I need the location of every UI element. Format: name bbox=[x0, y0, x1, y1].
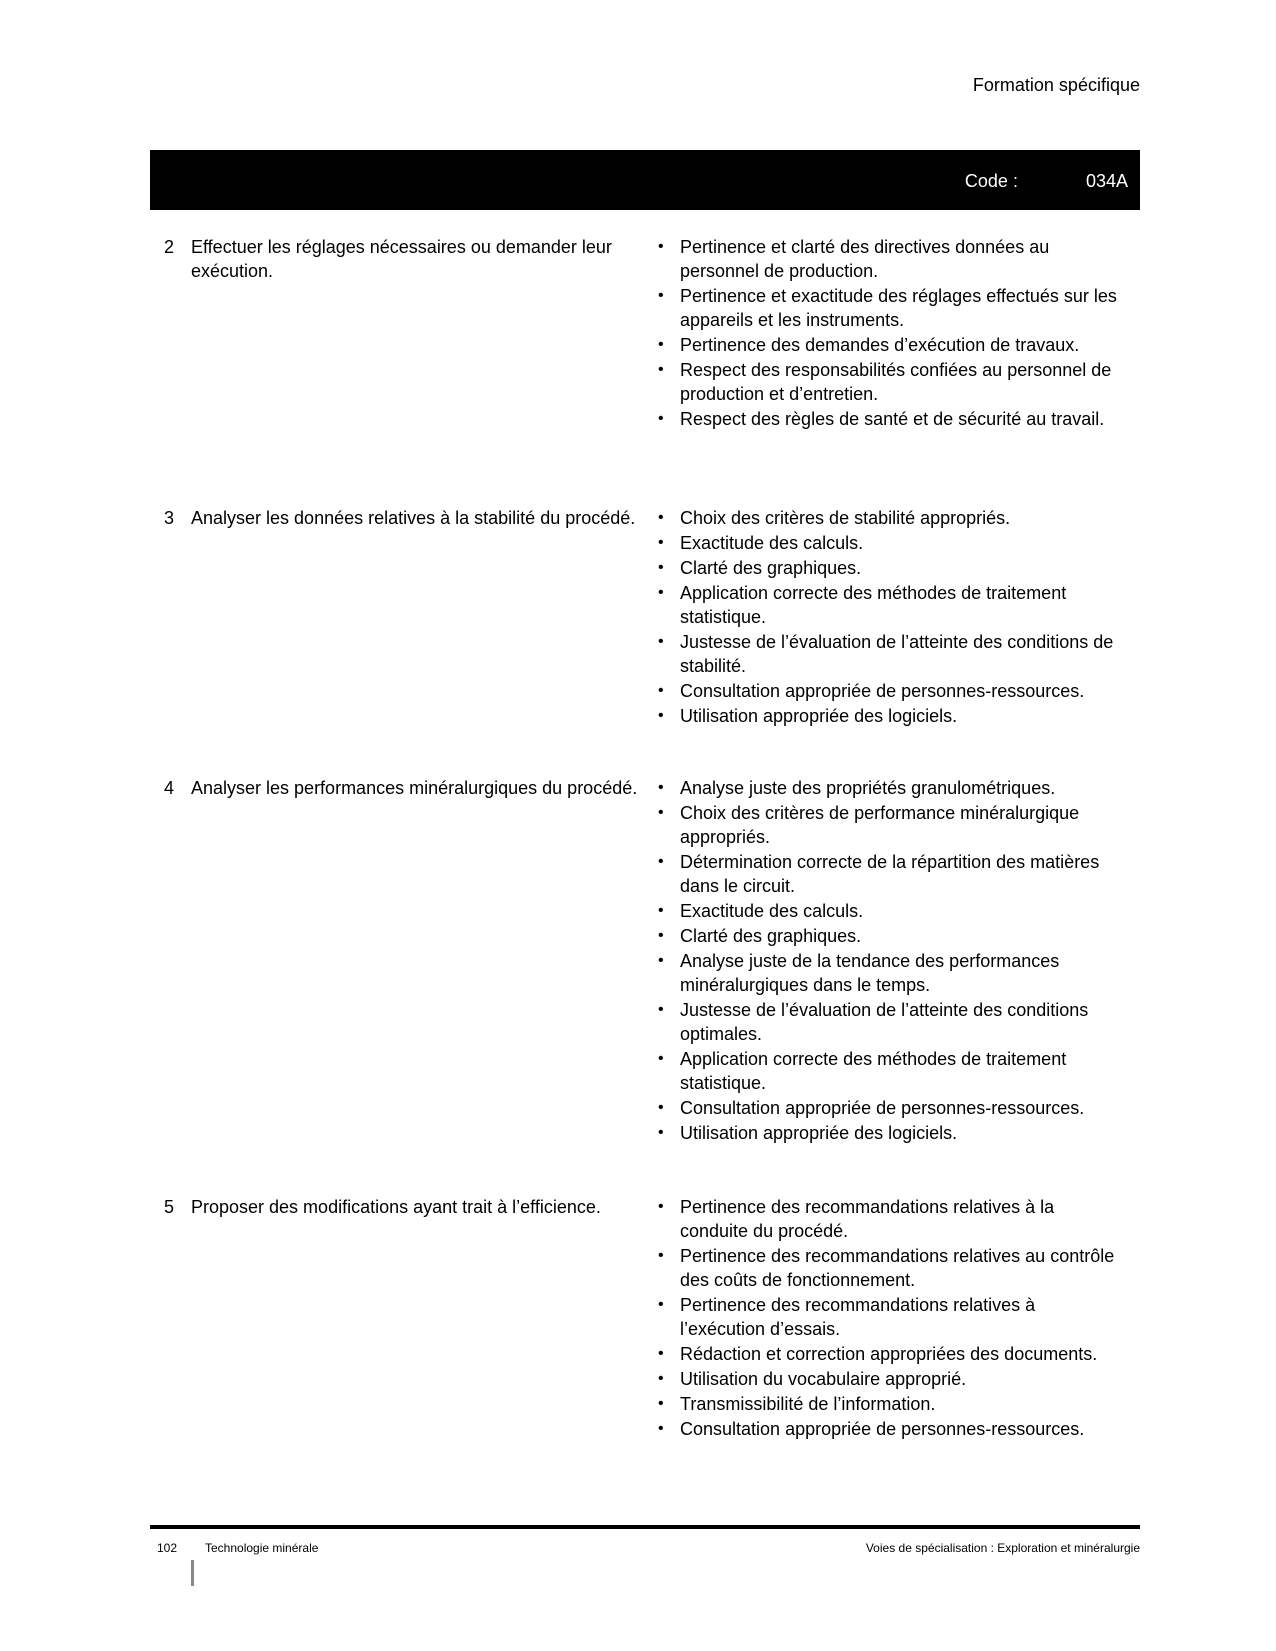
element-text: Analyser les données relatives à la stabilité du procédé. bbox=[191, 508, 636, 528]
margin-change-bar bbox=[191, 1560, 194, 1586]
element-text: Analyser les performances minéralurgiques du procédé. bbox=[191, 778, 638, 798]
bullet-icon: • bbox=[658, 1001, 664, 1018]
list-item: • Clarté des graphiques. bbox=[658, 558, 862, 578]
footer-rule bbox=[150, 1525, 1140, 1529]
bullet-icon: • bbox=[658, 559, 664, 576]
list-item: • Justesse de l’évaluation de l’atteinte des conditions optimales. bbox=[658, 1000, 1089, 1044]
list-item: • Analyse juste des propriétés granulométriques. bbox=[658, 778, 1056, 798]
code-label-group bbox=[965, 170, 1128, 192]
list-item: • Pertinence des recommandations relatives à l’exécution d’essais. bbox=[658, 1295, 1036, 1339]
bullet-icon: • bbox=[658, 902, 664, 919]
bullet-icon: • bbox=[658, 410, 664, 427]
list-item: • Choix des critères de stabilité appropriés. bbox=[658, 508, 1011, 528]
bullet-icon: • bbox=[658, 1296, 664, 1313]
list-item: • Respect des responsabilités confiées au personnel de production et d’entretien. bbox=[658, 360, 1112, 404]
bullet-icon: • bbox=[658, 287, 664, 304]
list-item: • Utilisation du vocabulaire approprié. bbox=[658, 1369, 967, 1389]
bullet-icon: • bbox=[658, 1395, 664, 1412]
list-item: • Pertinence des recommandations relatives à la conduite du procédé. bbox=[658, 1197, 1055, 1241]
list-item: • Consultation appropriée de personnes-ressources. bbox=[658, 1098, 1085, 1118]
header-bar bbox=[150, 150, 1140, 210]
page-number: 102 bbox=[157, 1541, 178, 1555]
element-text: Effectuer les réglages nécessaires ou demander leur exécution. bbox=[191, 237, 612, 281]
element-text: Proposer des modifications ayant trait à l’efficience. bbox=[191, 1197, 601, 1217]
list-item: • Clarté des graphiques. bbox=[658, 926, 862, 946]
criteria-list-5 bbox=[658, 1195, 1124, 1442]
list-item: • Transmissibilité de l’information. bbox=[658, 1394, 936, 1414]
element-4 bbox=[164, 776, 659, 800]
element-number: 2 bbox=[164, 237, 175, 257]
list-item: • Détermination correcte de la répartition des matières dans le circuit. bbox=[658, 852, 1100, 896]
list-item: • Pertinence et clarté des directives données au personnel de production. bbox=[658, 237, 1050, 281]
bullet-icon: • bbox=[658, 1247, 664, 1264]
code-value: 034A bbox=[1085, 171, 1128, 191]
bullet-icon: • bbox=[658, 1370, 664, 1387]
element-5 bbox=[164, 1195, 659, 1219]
bullet-icon: • bbox=[658, 1050, 664, 1067]
list-item: • Respect des règles de santé et de sécurité au travail. bbox=[658, 409, 1105, 429]
footer bbox=[155, 1540, 1140, 1556]
footer-program-title: Technologie minérale bbox=[205, 1541, 319, 1555]
bullet-icon: • bbox=[658, 804, 664, 821]
list-item: • Utilisation appropriée des logiciels. bbox=[658, 706, 958, 726]
element-2 bbox=[164, 235, 659, 283]
bullet-icon: • bbox=[658, 534, 664, 551]
bullet-icon: • bbox=[658, 707, 664, 724]
list-item: • Pertinence des recommandations relatives au contrôle des coûts de fonctionnement. bbox=[658, 1246, 1115, 1290]
bullet-icon: • bbox=[658, 1198, 664, 1215]
bullet-icon: • bbox=[658, 238, 664, 255]
bullet-icon: • bbox=[658, 584, 664, 601]
list-item: • Pertinence et exactitude des réglages effectués sur les appareils et les instruments. bbox=[658, 286, 1117, 330]
bullet-icon: • bbox=[658, 509, 664, 526]
list-item: • Utilisation appropriée des logiciels. bbox=[658, 1123, 958, 1143]
bullet-icon: • bbox=[658, 1420, 664, 1437]
list-item: • Choix des critères de performance minéralurgique appropriés. bbox=[658, 803, 1080, 847]
bullet-icon: • bbox=[658, 853, 664, 870]
bullet-icon: • bbox=[658, 361, 664, 378]
bullet-icon: • bbox=[658, 779, 664, 796]
bullet-icon: • bbox=[658, 952, 664, 969]
criteria-list-2 bbox=[658, 235, 1124, 432]
bullet-icon: • bbox=[658, 1124, 664, 1141]
list-item: • Application correcte des méthodes de traitement statistique. bbox=[658, 1049, 1067, 1093]
list-item: • Rédaction et correction appropriées des documents. bbox=[658, 1344, 1098, 1364]
bullet-icon: • bbox=[658, 336, 664, 353]
element-number: 3 bbox=[164, 508, 175, 528]
list-item: • Consultation appropriée de personnes-ressources. bbox=[658, 681, 1085, 701]
list-item: • Exactitude des calculs. bbox=[658, 533, 864, 553]
element-number: 5 bbox=[164, 1197, 175, 1217]
list-item: • Application correcte des méthodes de traitement statistique. bbox=[658, 583, 1067, 627]
bullet-icon: • bbox=[658, 1099, 664, 1116]
code-label: Code : bbox=[964, 171, 1018, 191]
section-title: Formation spécifique bbox=[972, 75, 1140, 95]
bullet-icon: • bbox=[658, 927, 664, 944]
criteria-list-4 bbox=[658, 776, 1124, 1146]
list-item: • Analyse juste de la tendance des performances minéralurgiques dans le temps. bbox=[658, 951, 1060, 995]
list-item: • Exactitude des calculs. bbox=[658, 901, 864, 921]
list-item: • Justesse de l’évaluation de l’atteinte des conditions de stabilité. bbox=[658, 632, 1114, 676]
element-number: 4 bbox=[164, 778, 175, 798]
bullet-icon: • bbox=[658, 682, 664, 699]
bullet-icon: • bbox=[658, 633, 664, 650]
criteria-list-3 bbox=[658, 506, 1124, 729]
footer-specialization-title: Voies de spécialisation : Exploration et minéralurgie bbox=[865, 1541, 1140, 1555]
bullet-icon: • bbox=[658, 1345, 664, 1362]
list-item: • Pertinence des demandes d’exécution de travaux. bbox=[658, 335, 1080, 355]
list-item: • Consultation appropriée de personnes-ressources. bbox=[658, 1419, 1085, 1439]
element-3 bbox=[164, 506, 659, 530]
